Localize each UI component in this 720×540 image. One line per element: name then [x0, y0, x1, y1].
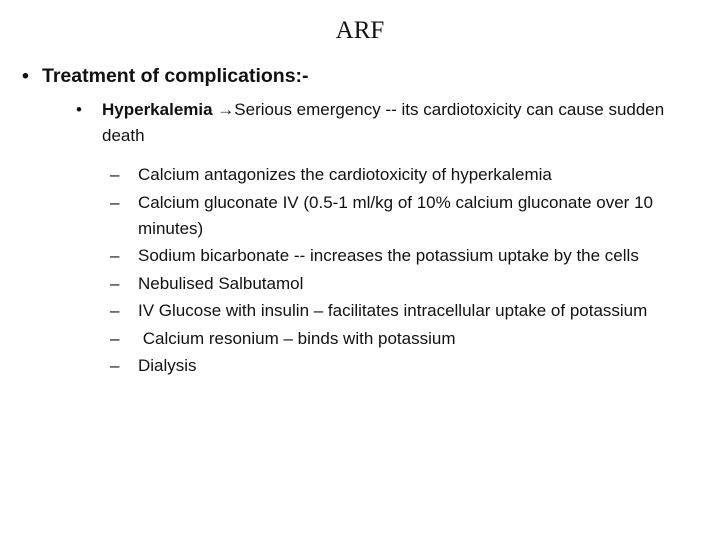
- dash-bullet-icon: –: [110, 328, 120, 348]
- list-item: [110, 271, 710, 297]
- treatment-list: [110, 162, 710, 381]
- list-item-text: Nebulised Salbutamol: [138, 273, 304, 293]
- dash-bullet-icon: –: [110, 165, 120, 184]
- slide-title: ARF: [335, 17, 385, 44]
- bullet-icon: •: [22, 65, 29, 87]
- list-item: [110, 298, 710, 324]
- list-item: [110, 326, 710, 352]
- list-item: [110, 162, 710, 188]
- dash-bullet-icon: –: [110, 246, 120, 265]
- bullet-icon: •: [76, 100, 82, 119]
- section-heading: [22, 62, 702, 90]
- dash-bullet-icon: –: [110, 301, 120, 320]
- list-item-text: Dialysis: [138, 356, 197, 375]
- dash-bullet-icon: –: [110, 192, 120, 212]
- list-item-text: Calcium resonium – binds with potassium: [138, 328, 456, 348]
- dash-bullet-icon: –: [110, 273, 120, 293]
- list-item-text: IV Glucose with insulin – facilitates intracellular uptake of potassium: [138, 301, 648, 320]
- section-heading-text: Treatment of complications:-: [42, 65, 309, 87]
- hyperkalemia-point: [76, 97, 702, 149]
- hyperkalemia-term: Hyperkalemia →: [102, 100, 235, 119]
- list-item: [110, 190, 710, 242]
- list-item: [110, 243, 710, 269]
- hyperkalemia-description: Serious emergency -- its cardiotoxicity can cause sudden death: [102, 100, 665, 145]
- dash-bullet-icon: –: [110, 356, 120, 375]
- list-item-text: Calcium antagonizes the cardiotoxicity of hyperkalemia: [138, 165, 552, 184]
- list-item-text: Sodium bicarbonate -- increases the potassium uptake by the cells: [138, 246, 639, 265]
- list-item-text: Calcium gluconate IV (0.5-1 ml/kg of 10% calcium gluconate over 10 minutes): [138, 192, 653, 238]
- list-item: [110, 353, 710, 379]
